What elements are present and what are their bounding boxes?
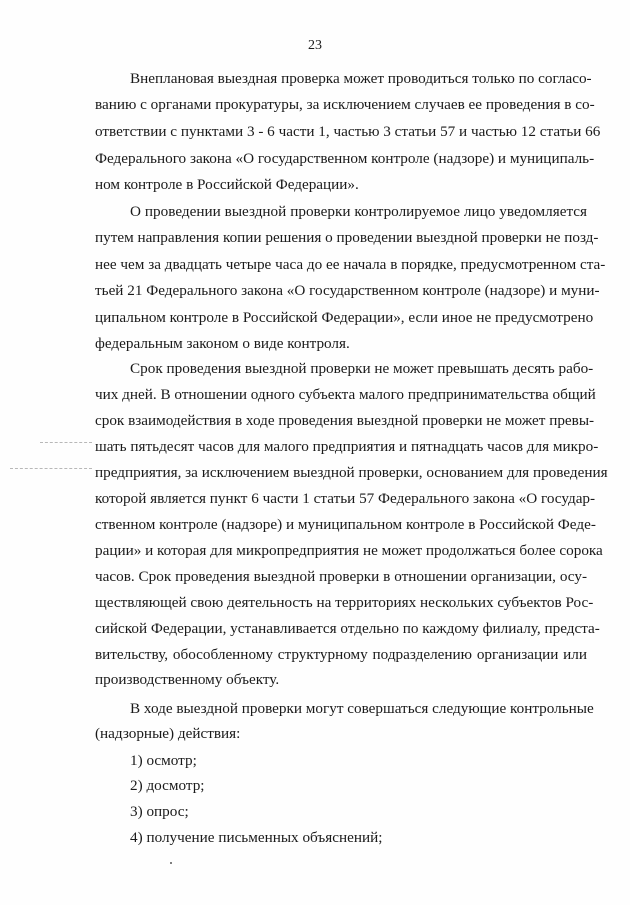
list-item-1: 1) осмотр;	[130, 752, 197, 769]
paragraph-3-line-10: ществляющей свою деятельность на территориях нескольких субъектов Рос-	[95, 594, 594, 611]
scan-artifact-dash-2	[10, 468, 92, 469]
scan-artifact-dash-1	[40, 442, 92, 443]
list-item-4: 4) получение письменных объяснений;	[130, 829, 383, 846]
list-item-3: 3) опрос;	[130, 803, 189, 820]
scan-speck	[170, 862, 172, 864]
paragraph-3-line-4: шать пятьдесят часов для малого предприятия и пятнадцать часов для микро-	[95, 438, 599, 455]
paragraph-4-line-1: В ходе выездной проверки могут совершаться следующие контрольные	[130, 700, 594, 717]
paragraph-1-line-2: ванию с органами прокуратуры, за исключением случаев ее проведения в со-	[95, 96, 595, 113]
paragraph-2-line-3: нее чем за двадцать четыре часа до ее начала в порядке, предусмотренном ста-	[95, 256, 606, 273]
paragraph-4-line-2: (надзорные) действия:	[95, 725, 241, 742]
paragraph-3-line-11: сийской Федерации, устанавливается отдельно по каждому филиалу, предста-	[95, 620, 600, 637]
paragraph-3-line-5: предприятия, за исключением выездной проверки, основанием для проведения	[95, 464, 608, 481]
page-number: 23	[308, 38, 322, 53]
paragraph-1-line-3: ответствии с пунктами 3 - 6 части 1, частью 3 статьи 57 и частью 12 статьи 66	[95, 123, 601, 140]
paragraph-3-line-3: срок взаимодействия в ходе проведения выездной проверки не может превы-	[95, 412, 595, 429]
paragraph-2-line-1: О проведении выездной проверки контролируемое лицо уведомляется	[130, 203, 587, 220]
paragraph-3-line-6: которой является пункт 6 части 1 статьи 57 Федерального закона «О государ-	[95, 490, 596, 507]
paragraph-2-line-6: федеральным законом о виде контроля.	[95, 335, 350, 352]
paragraph-3-line-2: чих дней. В отношении одного субъекта малого предпринимательства общий	[95, 386, 596, 403]
paragraph-3-line-7: ственном контроле (надзоре) и муниципальном контроле в Российской Феде-	[95, 516, 596, 533]
paragraph-2-line-5: ципальном контроле в Российской Федерации», если иное не предусмотрено	[95, 309, 594, 326]
list-item-2: 2) досмотр;	[130, 777, 205, 794]
paragraph-2-line-4: тьей 21 Федерального закона «О государственном контроле (надзоре) и муни-	[95, 282, 600, 299]
paragraph-2-line-2: путем направления копии решения о проведении выездной проверки не позд-	[95, 229, 599, 246]
paragraph-1-line-4: Федерального закона «О государственном контроле (надзоре) и муниципаль-	[95, 150, 595, 167]
paragraph-3-line-9: часов. Срок проведения выездной проверки в отношении организации, осу-	[95, 568, 587, 585]
paragraph-3-line-13: производственному объекту.	[95, 671, 280, 688]
paragraph-1-line-1: Внеплановая выездная проверка может проводиться только по согласо-	[130, 70, 592, 87]
paragraph-1-line-5: ном контроле в Российской Федерации».	[95, 176, 359, 193]
paragraph-3-line-8: рации» и которая для микропредприятия не может продолжаться более сорока	[95, 542, 603, 559]
paragraph-3-line-12: вительству, обособленному структурному подразделению организации или	[95, 646, 587, 663]
paragraph-3-line-1: Срок проведения выездной проверки не может превышать десять рабо-	[130, 360, 594, 377]
